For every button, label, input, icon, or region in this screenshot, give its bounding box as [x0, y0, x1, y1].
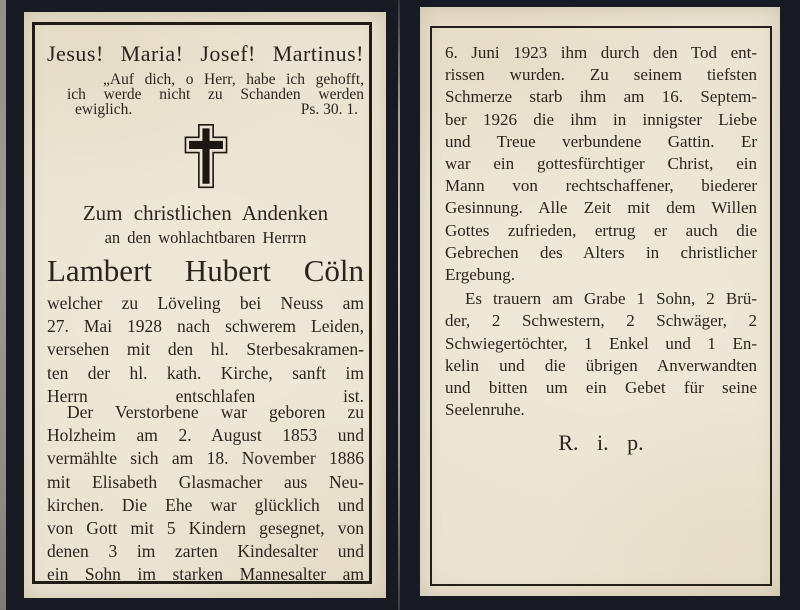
mourners-paragraph: [445, 288, 757, 421]
text-line: rissen wurden. Zu seinem tiefsten: [445, 65, 757, 85]
text-line: ein Sohn im starken Mannesalter am: [47, 564, 364, 581]
text-line: versehen mit den hl. Sterbesakramen-: [47, 339, 364, 360]
text-line: denen 3 im zarten Kindesalter und: [47, 541, 364, 562]
text-line: Gebrechen des Alters in christlicher: [445, 242, 757, 262]
text-line: Mann von rechtschaffener, biederer: [445, 176, 757, 196]
text-line: 27. Mai 1928 nach schwerem Leiden,: [47, 316, 364, 337]
invocation-line: Jesus! Maria! Josef! Martinus!: [47, 41, 364, 66]
psalm-quote-end-row: [67, 102, 364, 117]
text-line: und Treue verbundene Gattin. Er: [445, 131, 757, 151]
text-line: kelin und die übrigen Anverwandten: [445, 355, 757, 375]
memorial-card-left-page: [24, 12, 386, 598]
text-line: und bitten um ein Gebet für seine: [445, 378, 757, 398]
text-line: Holzheim am 2. August 1853 und: [47, 425, 364, 446]
right-page-content: [432, 28, 770, 584]
dedication-intro: Zum christlichen Andenken: [82, 201, 329, 225]
text-line: Schwiegertöchter, 1 Enkel und 1 En-: [445, 333, 757, 353]
text-line: vermählte sich am 18. November 1886: [47, 448, 364, 469]
psalm-quote-last-word: ewiglich.: [75, 101, 133, 118]
psalm-reference: Ps. 30. 1.: [300, 101, 358, 118]
latin-cross-icon: [47, 122, 364, 194]
text-line: kirchen. Die Ehe war glücklich und: [47, 494, 364, 515]
text-line: Herrn entschlafen ist.: [47, 385, 364, 406]
text-line: Seelenruhe.: [445, 400, 525, 420]
psalm-quote-lines: [67, 72, 364, 102]
text-line: der, 2 Schwestern, 2 Schwäger, 2: [445, 311, 757, 331]
deceased-name: Lambert Hubert Cöln: [47, 253, 364, 288]
text-line: Gottes zufrieden, ertrug er auch die: [445, 220, 757, 240]
left-page-border-frame: [32, 22, 372, 584]
text-line: „Auf dich, o Herr, habe ich gehofft,: [103, 71, 364, 88]
text-line: welcher zu Löveling bei Neuss am: [47, 293, 364, 313]
text-line: Gesinnung. Alle Zeit mit dem Willen: [445, 198, 757, 218]
text-line: ber 1926 die ihm in innigster Liebe: [445, 109, 757, 129]
text-line: ich werde nicht zu Schanden werden: [67, 86, 364, 103]
obituary-paragraph-1: [47, 292, 364, 408]
obituary-paragraph-2: [47, 401, 364, 581]
left-page-content: [35, 25, 369, 581]
text-line: Ergebung.: [445, 265, 516, 285]
psalm-quote: [67, 72, 364, 117]
obituary-paragraph-3: [445, 42, 757, 286]
text-line: ten der hl. kath. Kirche, sanft im: [47, 362, 364, 383]
fold-crease: [398, 0, 400, 610]
text-line: war ein gottesfürchtiger Christ, ein: [445, 154, 757, 174]
text-line: 6. Juni 1923 ihm durch den Tod ent-: [445, 43, 757, 62]
text-line: mit Elisabeth Glasmacher aus Neu-: [47, 471, 364, 492]
scan-edge-artifact: [0, 0, 6, 610]
text-line: von Gott mit 5 Kindern gesegnet, von: [47, 518, 364, 539]
dedication-honorific: an den wohlachtbaren Herrrn: [104, 228, 307, 247]
requiescat-in-pace: R. i. p.: [558, 430, 644, 456]
text-line: Der Verstorbene war geboren zu: [67, 402, 364, 423]
text-line: Schmerze starb ihm am 16. Septem-: [445, 87, 757, 107]
memorial-card-right-page: [420, 7, 780, 596]
text-line: Es trauern am Grabe 1 Sohn, 2 Brü-: [465, 289, 757, 309]
right-page-border-frame: [430, 26, 772, 586]
